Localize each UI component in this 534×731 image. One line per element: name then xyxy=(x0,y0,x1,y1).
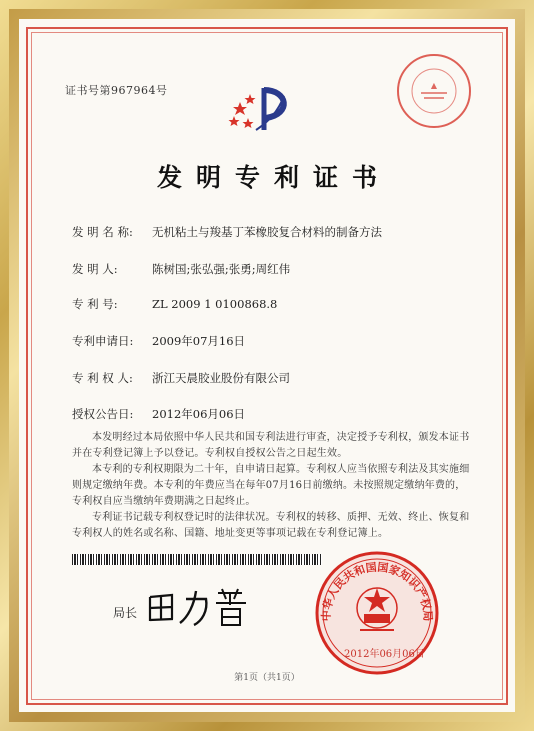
sipo-logo-icon xyxy=(226,82,296,137)
certificate-title: 发明专利证书 xyxy=(156,163,391,192)
grant-date-label: 授权公告日: xyxy=(72,407,134,421)
page-number: 第1页（共1页） xyxy=(234,673,300,683)
invention-name-label: 发 明 名 称: xyxy=(72,225,133,239)
barcode xyxy=(72,554,322,565)
grant-date-value: 2012年06月06日 xyxy=(152,407,246,421)
field-patent-no xyxy=(72,296,277,312)
inventor-label: 发 明 人: xyxy=(72,262,118,276)
field-invention-name xyxy=(72,224,382,240)
body-paragraph-3: 专利证书记载专利权登记时的法律状况。专利权的转移、质押、无效、终止、恢复和专利权人的姓名或名称、国籍、地址变更等事项记载在专利登记簿上。 xyxy=(72,512,470,539)
patent-no-label: 专 利 号: xyxy=(72,297,118,311)
holder-label: 专 利 权 人: xyxy=(72,371,133,385)
certificate-number: 证书号第967964号 xyxy=(65,84,168,97)
holder-value: 浙江天晨胶业股份有限公司 xyxy=(152,371,290,385)
svg-text:▲: ▲ xyxy=(430,81,438,90)
body-paragraph-2: 本专利的专利权期限为二十年，自申请日起算。专利权人应当依照专利法及其实施细则规定缴纳年费。本专利的年费应当在每年07月16日前缴纳。未按照规定缴纳年费的，专利权自应当缴纳年费期满之日起终止。 xyxy=(72,464,470,507)
agency-stamp-icon xyxy=(395,52,473,130)
invention-name-value: 无机粘土与羧基丁苯橡胶复合材料的制备方法 xyxy=(152,225,382,239)
inventor-value: 陈树国;张弘强;张勇;周红伟 xyxy=(152,262,291,276)
field-inventor xyxy=(72,261,290,277)
seal-text: 中华人民共和国国家知识产权局 xyxy=(319,560,435,622)
filing-date-value: 2009年07月16日 xyxy=(152,334,246,348)
director-label: 局长 xyxy=(113,606,138,620)
field-grant-date xyxy=(72,406,245,422)
seal-date: 2012年06月06日 xyxy=(344,649,425,660)
certificate-body xyxy=(72,430,470,542)
filing-date-label: 专利申请日: xyxy=(72,334,134,348)
field-filing-date xyxy=(72,333,245,349)
director-signature-icon xyxy=(142,583,252,631)
field-holder xyxy=(72,370,290,386)
patent-no-value: ZL 2009 1 0100868.8 xyxy=(152,297,278,311)
body-paragraph-1: 本发明经过本局依照中华人民共和国专利法进行审查，决定授予专利权，颁发本证书并在专利登记簿上予以登记。专利权自授权公告之日起生效。 xyxy=(72,432,470,459)
